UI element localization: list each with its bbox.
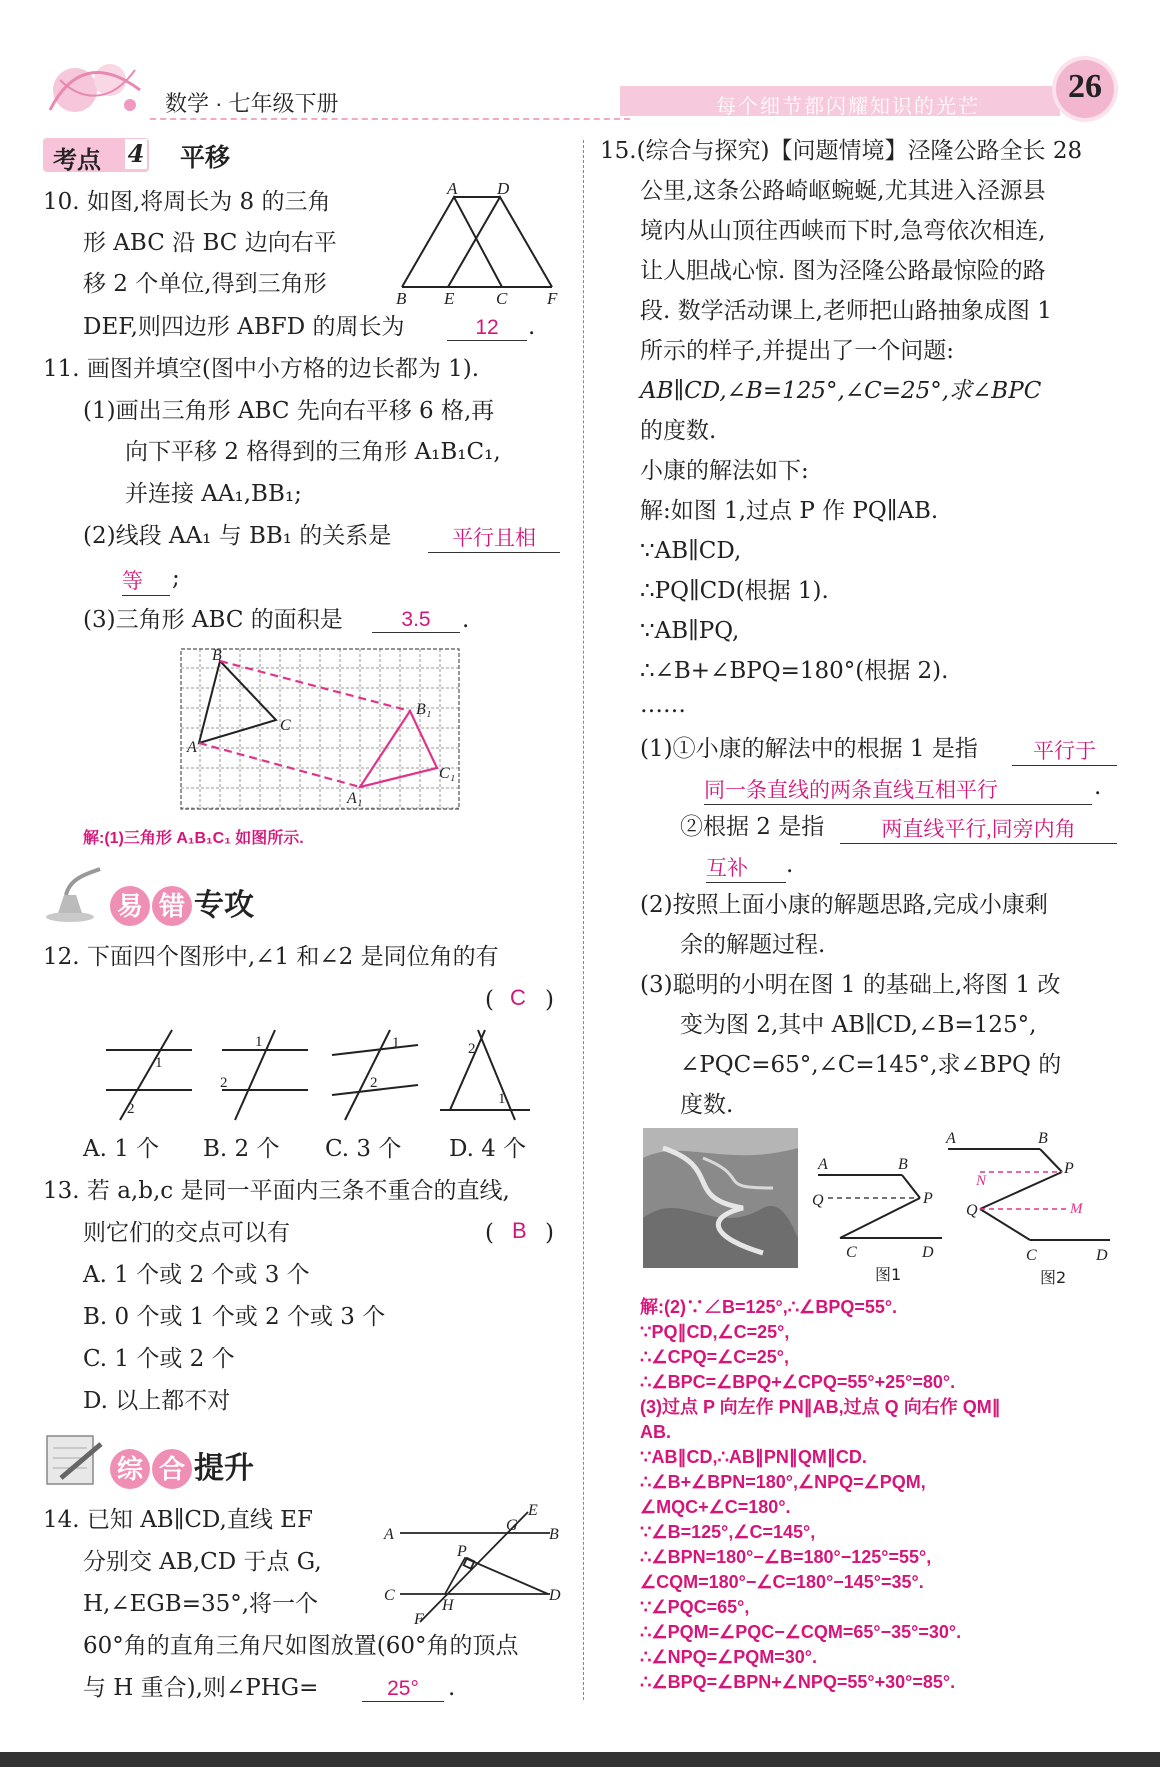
label-A: A: [818, 1156, 828, 1173]
q13-option: D. 以上都不对: [83, 1388, 231, 1414]
q15-line: 段. 数学活动课上,老师把山路抽象成图 1: [640, 298, 1052, 324]
q12-stem: 12. 下面四个图形中,∠1 和∠2 是同位角的有: [43, 944, 499, 970]
column-divider: [583, 140, 584, 1700]
solution-line: ∴∠BPC=∠BPQ+∠CPQ=55°+25°=80°.: [640, 1372, 956, 1392]
label-G: G: [506, 1517, 518, 1534]
q11-part3: (3)三角形 ABC 的面积是: [83, 607, 343, 633]
q15-part1-answer: 互补: [706, 852, 786, 883]
q15-part1: (1)①小康的解法中的根据 1 是指: [640, 736, 978, 762]
q12-option: B. 2 个: [203, 1136, 280, 1162]
q15-part1: ②根据 2 是指: [680, 814, 825, 840]
q11-part3-end: .: [462, 607, 470, 633]
q12-option: C. 3 个: [325, 1136, 402, 1162]
q14-line: 分别交 AB,CD 于点 G,: [83, 1549, 322, 1575]
label-A: A: [187, 739, 197, 756]
solution-line: AB.: [640, 1422, 671, 1442]
angle-label: 1: [255, 1034, 263, 1050]
label-B1: B₁: [416, 701, 432, 718]
q11-stem: 11. 画图并填空(图中小方格的边长都为 1).: [43, 356, 480, 382]
solution-line: ∠CQM=180°−∠C=180°−145°=35°.: [640, 1572, 924, 1592]
q15-line: ∵AB∥CD,: [640, 538, 742, 564]
label-E: E: [528, 1502, 538, 1519]
figure-1: [810, 1145, 950, 1285]
q15-line: ∴∠B+∠BPQ=180°(根据 2).: [640, 658, 949, 684]
q15-line: 境内从山顶往西峡而下时,急弯依次相连,: [640, 218, 1046, 244]
q15-part2: 余的解题过程.: [680, 932, 826, 958]
label-C: C: [846, 1244, 857, 1261]
header-slogan: 每个细节都闪耀知识的光芒: [716, 96, 980, 118]
label-C: C: [280, 717, 291, 734]
q15-part1-answer: 平行于: [1012, 735, 1117, 766]
angle-label: 2: [370, 1075, 378, 1091]
q15-line: 解:如图 1,过点 P 作 PQ∥AB.: [640, 498, 939, 524]
q11-part1: 并连接 AA₁,BB₁;: [125, 481, 302, 507]
q10-answer: 12: [447, 316, 527, 341]
label-B: B: [396, 289, 407, 307]
q15-part3: 变为图 2,其中 AB∥CD,∠B=125°,: [680, 1012, 1037, 1038]
bottom-bar: [0, 1752, 1160, 1767]
label-C1: C₁: [439, 765, 456, 782]
q10-line: 10. 如图,将周长为 8 的三角: [43, 189, 331, 215]
q12-figures: [100, 1025, 540, 1125]
q15-line: 公里,这条公路崎岖蜿蜒,尤其进入泾源县: [640, 178, 1046, 204]
section-char: 综: [110, 1449, 150, 1489]
label-F: F: [547, 289, 558, 307]
q15-part3: (3)聪明的小明在图 1 的基础上,将图 1 改: [640, 972, 1061, 998]
solution-line: ∴∠NPQ=∠PQM=30°.: [640, 1647, 817, 1667]
label-D: D: [549, 1587, 561, 1604]
q10-line: DEF,则四边形 ABFD 的周长为: [83, 314, 405, 340]
label-D: D: [497, 182, 510, 198]
notebook-pen-icon: [43, 1428, 105, 1490]
label-C: C: [1026, 1247, 1037, 1264]
q10-line: 形 ABC 沿 BC 边向右平: [83, 230, 337, 256]
solution-line: ∴∠BPN=180°−∠B=180°−125°=55°,: [640, 1547, 932, 1567]
q15-line: ∴PQ∥CD(根据 1).: [640, 578, 829, 604]
solution-line: ∵∠PQC=65°,: [640, 1597, 750, 1617]
q15-line: 15.(综合与探究)【问题情境】泾隆公路全长 28: [600, 138, 1083, 164]
label-D: D: [1096, 1247, 1108, 1264]
lamp-icon: [40, 865, 108, 925]
q13-paren-close: ): [545, 1220, 554, 1246]
q11-part2: (2)线段 AA₁ 与 BB₁ 的关系是: [83, 523, 392, 549]
q15-part1-answer: 同一条直线的两条直线互相平行: [704, 774, 1092, 805]
angle-label: 2: [127, 1101, 135, 1117]
q10-line: 移 2 个单位,得到三角形: [83, 271, 327, 297]
q13-option: B. 0 个或 1 个或 2 个或 3 个: [83, 1304, 386, 1330]
q13-stem: 13. 若 a,b,c 是同一平面内三条不重合的直线,: [43, 1178, 510, 1204]
fig2-caption: 图2: [1040, 1268, 1067, 1287]
book-title: 数学 · 七年级下册: [165, 91, 339, 116]
kaodian-number: 4: [125, 139, 147, 169]
angle-label: 2: [220, 1075, 228, 1091]
page-number: 26: [1068, 68, 1102, 105]
label-A1: A₁: [347, 790, 363, 807]
label-F: F: [414, 1611, 424, 1625]
header-dashed-line: [150, 118, 630, 120]
q14-line: 与 H 重合),则∠PHG=: [83, 1675, 319, 1701]
q12-option: A. 1 个: [83, 1136, 160, 1162]
q15-line: 让人胆战心惊. 图为泾隆公路最惊险的路: [640, 258, 1046, 284]
q15-line: 所示的样子,并提出了一个问题:: [640, 338, 955, 364]
label-D: D: [922, 1244, 934, 1261]
q12-paren-close: ): [545, 987, 554, 1013]
q13-option: A. 1 个或 2 个或 3 个: [83, 1262, 310, 1288]
q14-line: 14. 已知 AB∥CD,直线 EF: [43, 1507, 313, 1533]
solution-line: ∴∠CPQ=∠C=25°,: [640, 1347, 789, 1367]
q12-answer: C: [510, 985, 526, 1010]
q15-line: ∵AB∥PQ,: [640, 618, 740, 644]
kaodian-label: 考点: [53, 147, 101, 174]
label-B: B: [1038, 1130, 1048, 1147]
q15-part1-end: .: [786, 852, 794, 878]
label-E: E: [444, 289, 455, 307]
fig1-caption: 图1: [875, 1265, 902, 1284]
label-A: A: [384, 1526, 394, 1543]
q12-option: D. 4 个: [449, 1136, 527, 1162]
section-char: 合: [152, 1449, 192, 1489]
q15-part2: (2)按照上面小康的解题思路,完成小康剩: [640, 892, 1048, 918]
q11-part1: (1)画出三角形 ABC 先向右平移 6 格,再: [83, 398, 495, 424]
q15-line: 的度数.: [640, 418, 717, 444]
label-A: A: [946, 1130, 956, 1147]
label-Q: Q: [812, 1192, 824, 1209]
q13-answer: B: [512, 1218, 527, 1243]
q11-part3-answer: 3.5: [372, 608, 460, 633]
q15-part1-end: .: [1094, 774, 1102, 800]
q14-line: 60°角的直角三角尺如图放置(60°角的顶点: [83, 1633, 519, 1659]
q13-paren-open: (: [485, 1220, 494, 1246]
figure-2: [940, 1127, 1120, 1287]
q12-paren-open: (: [485, 987, 494, 1013]
q11-grid-figure: [180, 648, 462, 813]
section-char: 易: [110, 886, 150, 926]
q10-end: .: [528, 314, 536, 340]
q14-answer: 25°: [362, 1677, 444, 1702]
label-C: C: [384, 1587, 395, 1604]
section-yicuo: [110, 880, 254, 926]
q15-part1-answer: 两直线平行,同旁内角: [840, 813, 1117, 844]
label-P: P: [1064, 1160, 1074, 1177]
label-B: B: [549, 1526, 559, 1543]
q11-solution: 解:(1)三角形 A₁B₁C₁ 如图所示.: [83, 830, 304, 847]
solution-line: ∵AB∥CD,∴AB∥PN∥QM∥CD.: [640, 1447, 867, 1467]
floral-ornament-icon: [40, 50, 150, 125]
q11-part2-answer: 平行且相: [428, 522, 560, 553]
q15-solution: [640, 1295, 1001, 1695]
solution-line: ∴∠B+∠BPN=180°,∠NPQ=∠PQM,: [640, 1472, 926, 1492]
section-char: 错: [152, 886, 192, 926]
q11-part1: 向下平移 2 格得到的三角形 A₁B₁C₁,: [125, 439, 501, 465]
label-C: C: [496, 289, 508, 307]
mountain-road-photo: [643, 1128, 798, 1268]
section-rest: 提升: [194, 1452, 254, 1485]
q15-line: AB∥CD,∠B=125°,∠C=25°,求∠BPC: [640, 378, 1042, 404]
solution-line: ∵∠B=125°,∠C=145°,: [640, 1522, 816, 1542]
solution-line: ∴∠PQM=∠PQC−∠CQM=65°−35°=30°.: [640, 1622, 962, 1642]
q11-part2-end: ;: [172, 565, 180, 591]
angle-label: 1: [498, 1091, 506, 1107]
section-zonghe: [110, 1443, 254, 1489]
label-Q: Q: [966, 1202, 978, 1219]
solution-line: ∵PQ∥CD,∠C=25°,: [640, 1322, 790, 1342]
section-rest: 专攻: [194, 889, 254, 922]
q14-figure: [380, 1500, 565, 1625]
label-N: N: [976, 1173, 987, 1189]
label-A: A: [447, 182, 458, 198]
kaodian-title: 平移: [180, 144, 231, 172]
q11-part2-answer: 等: [122, 565, 170, 596]
label-P: P: [457, 1543, 467, 1560]
q14-end: .: [448, 1675, 456, 1701]
label-M: M: [1070, 1201, 1083, 1217]
q15-line: ……: [640, 692, 686, 718]
q14-line: H,∠EGB=35°,将一个: [83, 1591, 319, 1617]
q13-stem: 则它们的交点可以有: [83, 1220, 290, 1246]
solution-line: ∴∠BPQ=∠BPN+∠NPQ=55°+30°=85°.: [640, 1672, 956, 1692]
solution-line: (3)过点 P 向左作 PN∥AB,过点 Q 向右作 QM∥: [640, 1397, 1001, 1417]
label-B: B: [898, 1156, 908, 1173]
label-P: P: [923, 1190, 933, 1207]
q13-option: C. 1 个或 2 个: [83, 1346, 235, 1372]
angle-label: 2: [468, 1041, 476, 1057]
q15-part3: ∠PQC=65°,∠C=145°,求∠BPQ 的: [680, 1052, 1062, 1078]
q15-line: 小康的解法如下:: [640, 458, 809, 484]
solution-line: 解:(2)∵∠B=125°,∴∠BPQ=55°.: [640, 1297, 898, 1317]
label-H: H: [442, 1597, 454, 1614]
q10-figure: [392, 182, 567, 307]
angle-label: 1: [392, 1035, 400, 1051]
label-B: B: [212, 648, 222, 664]
q15-part3: 度数.: [680, 1092, 734, 1118]
solution-line: ∠MQC+∠C=180°.: [640, 1497, 791, 1517]
angle-label: 1: [155, 1055, 163, 1071]
